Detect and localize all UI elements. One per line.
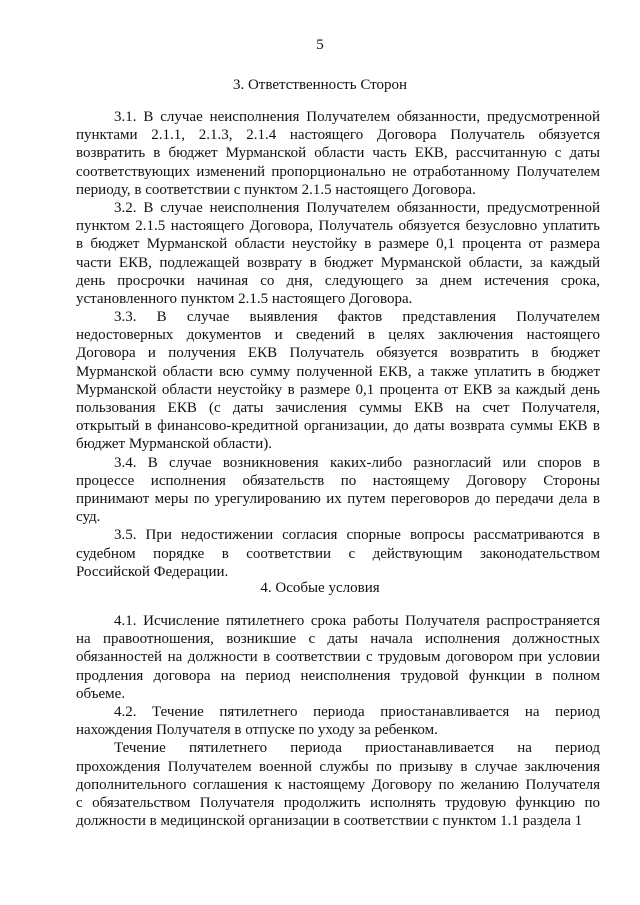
text-line: части ЕКВ, подлежащей возврату в бюджет Мурманской области, за каждый bbox=[76, 254, 600, 271]
text-line: Договора и получения ЕКВ Получатель обязуется возвратить в бюджет bbox=[76, 345, 600, 362]
text-line: Российской Федерации. bbox=[76, 563, 229, 580]
text-line: судебном порядке в соответствии с действующим законодательством bbox=[76, 545, 600, 562]
text-line: 3.5. При недостижении согласия спорные вопросы рассматриваются в bbox=[114, 527, 600, 544]
paragraph bbox=[76, 703, 600, 739]
text-line: 3.3. В случае выявления фактов представления Получателем bbox=[114, 309, 600, 326]
text-line: Течение пятилетнего периода приостанавливается на период bbox=[114, 740, 600, 757]
text-line: на правоотношения, возникшие с даты начала исполнения должностных bbox=[76, 631, 600, 648]
text-line: нахождения Получателя в отпуске по уходу за ребенком. bbox=[76, 722, 438, 739]
text-line: соответствующих изменений пропорционально не отработанному Получателем bbox=[76, 163, 600, 180]
text-line: открытый в финансово-кредитной организации, до даты возврата суммы ЕКВ в bbox=[76, 418, 600, 435]
page-number: 5 bbox=[316, 37, 324, 53]
paragraph bbox=[76, 308, 600, 454]
text-line: пунктами 2.1.1, 2.1.3, 2.1.4 настоящего Договора Получатель обязуется bbox=[76, 127, 600, 144]
text-line: суд. bbox=[76, 509, 101, 526]
paragraph bbox=[76, 526, 600, 581]
text-line: 3.2. В случае неисполнения Получателем обязанности, предусмотренной bbox=[114, 199, 600, 216]
text-line: 3.4. В случае возникновения каких-либо разногласий или споров в bbox=[114, 454, 600, 471]
text-line: в бюджет Мурманской области неустойку в размере 0,1 процента от размера bbox=[76, 236, 600, 253]
text-line: бюджет Мурманской области). bbox=[76, 436, 272, 453]
text-line: возвратить в бюджет Мурманской области часть ЕКВ, рассчитанную с даты bbox=[76, 145, 600, 162]
text-line: прохождения Получателем военной службы по призыву в случае заключения bbox=[76, 758, 600, 775]
paragraph bbox=[76, 454, 600, 527]
text-line: процессе исполнения обязательств по настоящему Договору Стороны bbox=[76, 472, 600, 489]
text-line: принимают меры по урегулированию их путем переговоров до передачи дела в bbox=[76, 490, 600, 507]
text-line: Мурманской области всю сумму полученной ЕКВ, а также уплатить в бюджет bbox=[76, 363, 600, 380]
text-line: пунктом 2.1.5 настоящего Договора, Получатель обязуется безусловно уплатить bbox=[76, 218, 600, 235]
text-line: 4.2. Течение пятилетнего периода приостанавливается на период bbox=[114, 703, 600, 720]
text-line: должности в медицинской организации в соответствии с пунктом 1.1 раздела 1 bbox=[76, 813, 583, 830]
text-line: день просрочки начиная со дня, следующего за днем истечения срока, bbox=[76, 272, 600, 289]
text-line: периоду, в соответствии с пунктом 2.1.5 настоящего Договора. bbox=[76, 181, 476, 198]
paragraph bbox=[76, 199, 600, 308]
section-body-special-conditions bbox=[76, 612, 600, 830]
section-heading-special-conditions: 4. Особые условия bbox=[260, 580, 380, 596]
section-heading-responsibility: 3. Ответственность Сторон bbox=[232, 77, 408, 93]
paragraph bbox=[76, 108, 600, 199]
paragraph bbox=[76, 612, 600, 703]
text-line: Мурманской области неустойку в размере 0,1 процента от ЕКВ за каждый день bbox=[76, 381, 600, 398]
text-line: 3.1. В случае неисполнения Получателем обязанности, предусмотренной bbox=[114, 109, 600, 125]
text-line: продления договора на период неисполнения трудовой функции в полном bbox=[76, 667, 600, 684]
section-body-responsibility bbox=[76, 108, 600, 581]
text-line: установленного пунктом 2.1.5 настоящего Договора. bbox=[76, 290, 413, 307]
paragraph bbox=[76, 739, 600, 830]
text-line: с обязательством Получателя продолжить исполнять трудовую функцию по bbox=[76, 794, 600, 811]
text-line: объеме. bbox=[76, 685, 126, 702]
text-line: обязанностей на должности в соответствии с трудовым договором при условии bbox=[76, 649, 600, 666]
text-line: пользования ЕКВ (с даты зачисления суммы ЕКВ на счет Получателя, bbox=[76, 400, 600, 416]
text-line: 4.1. Исчисление пятилетнего срока работы Получателя распространяется bbox=[114, 613, 600, 629]
text-line: недостоверных документов и сведений в целях заключения настоящего bbox=[76, 327, 600, 344]
text-line: дополнительного соглашения к настоящему Договору по желанию Получателя bbox=[76, 776, 600, 793]
